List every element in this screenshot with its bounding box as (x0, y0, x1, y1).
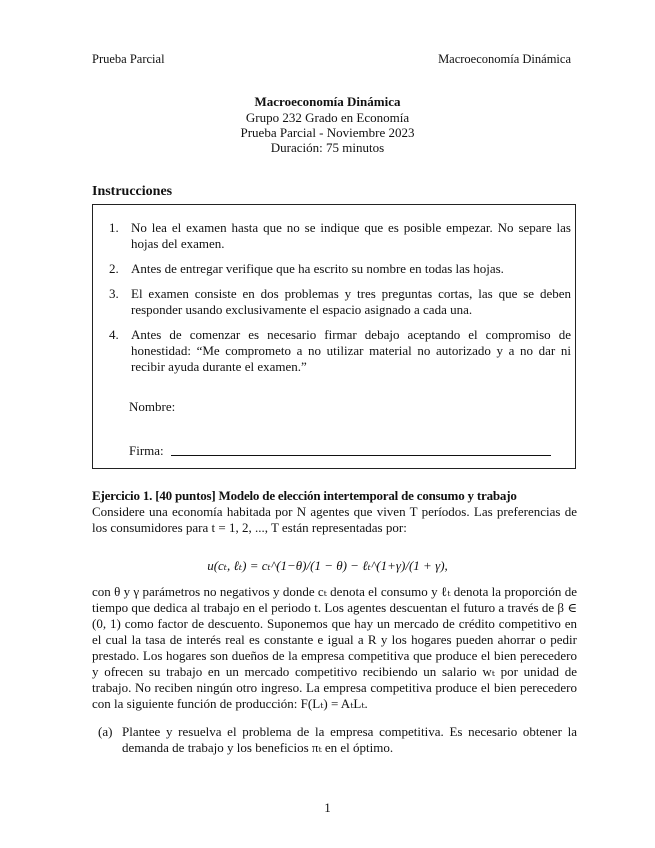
utility-equation: u(cₜ, ℓₜ) = cₜ^(1−θ)/(1 − θ) − ℓₜ^(1+γ)/(1 + γ), (207, 558, 448, 573)
subtitle-3: Duración: 75 minutos (270, 140, 385, 155)
page-number: 1 (324, 800, 331, 815)
subtitle-2: Prueba Parcial - Noviembre 2023 (240, 125, 415, 140)
signature-line[interactable] (171, 455, 551, 456)
exercise-intro: Considere una economía habitada por N agentes que viven T períodos. Las preferencias de los consumidores para t = 1, 2, ..., T están representadas por: (92, 504, 577, 535)
part-a-label: (a) (98, 724, 113, 739)
exercise-heading: Ejercicio 1. [40 puntos] Modelo de elección intertemporal de consumo y trabajo (92, 488, 517, 503)
exercise-body: con θ y γ parámetros no negativos y donde cₜ denota el consumo y ℓₜ denota la proporción de tiempo que dedica al trabajo en el periodo t. Los agentes descuentan el futuro a través de β ∈ (0, 1) como factor de descuento. Suponemos que hay un mercado de crédito competitivo en el cual la tasa de interés real es constante e igual a R y los hogares pueden ahorrar o pedir prestado. Los hogares son dueños de la empresa competitiva que produce el bien perecedero y ofrecen su trabajo en un mercado competitivo recibiendo un salario wₜ por unidad de trabajo. No reciben ningún otro ingreso. La empresa competitiva produce el bien perecedero con la siguiente función de producción: F(Lₜ) = AₜLₜ. (92, 584, 577, 711)
instruction-item: 3. El examen consiste en dos problemas y tres preguntas cortas, las que se deben responder usando exclusivamente el espacio asignado a cada una. (109, 286, 571, 317)
exercise-intro-block (92, 488, 577, 536)
subtitle-1: Grupo 232 Grado en Economía (245, 110, 410, 125)
instruction-item: 2. Antes de entregar verifique que ha escrito su nombre en todas las hojas. (109, 261, 504, 276)
header-right: Macroeconomía Dinámica (438, 52, 571, 66)
instruction-item: 1. No lea el examen hasta que no se indique que es posible empezar. No separe las hojas del examen. (109, 220, 571, 251)
header-left: Prueba Parcial (92, 52, 165, 66)
doc-title: Macroeconomía Dinámica (254, 94, 401, 109)
signature-label: Firma: (129, 443, 164, 458)
instruction-item: 4. Antes de comenzar es necesario firmar debajo aceptando el compromiso de honestidad: “Me comprometo a no utilizar material no autorizado y a no dar ni recibir ayuda durante el examen.” (109, 327, 571, 374)
instructions-box (92, 204, 576, 469)
name-label: Nombre: (129, 399, 176, 414)
part-a-text: Plantee y resuelva el problema de la empresa competitiva. Es necesario obtener la demanda de trabajo y los beneficios πₜ en el óptimo. (122, 724, 577, 755)
part-a (92, 724, 577, 756)
instructions-heading: Instrucciones (92, 184, 173, 199)
